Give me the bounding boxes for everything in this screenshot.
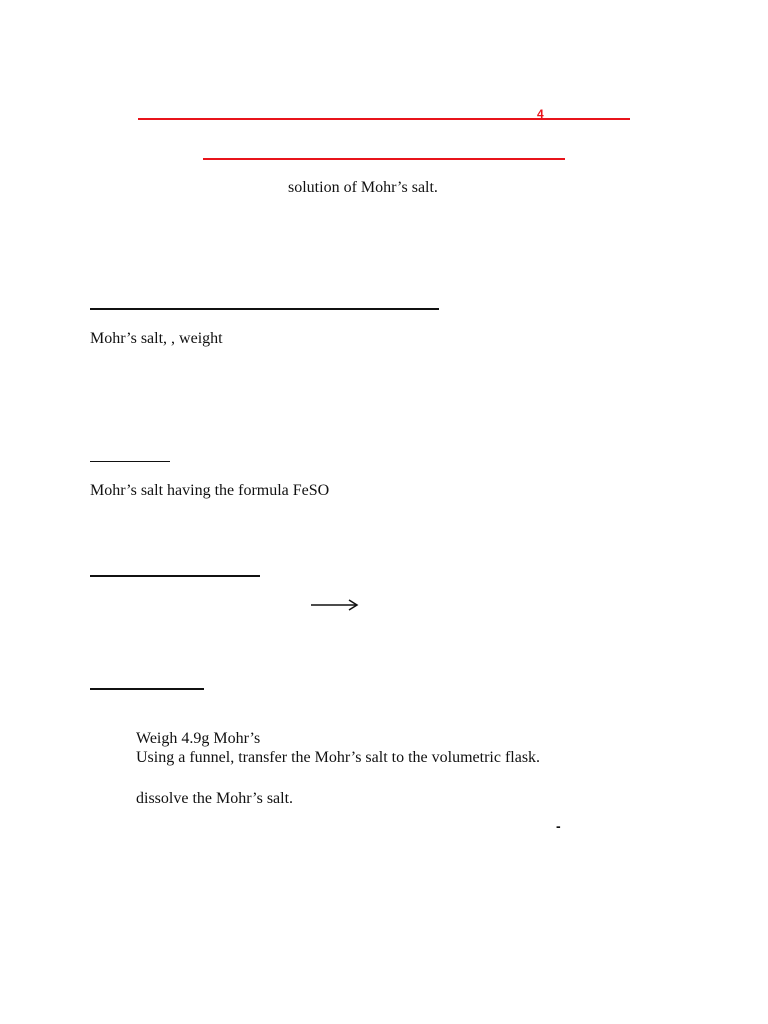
procedure-step-1: Weigh 4.9g Mohr’s <box>136 730 261 747</box>
reaction-heading-underline <box>90 575 260 577</box>
title-subscript-4: 4 <box>537 107 544 121</box>
procedure-heading-underline <box>90 688 204 690</box>
requirements-text: Mohr’s salt, , weight <box>90 330 223 347</box>
theory-text: Mohr’s salt having the formula FeSO <box>90 482 330 499</box>
trailing-dash-mark: - <box>556 818 561 834</box>
right-arrow-icon <box>310 598 360 612</box>
requirements-heading-underline <box>90 308 439 310</box>
title-underline-line-2 <box>203 158 565 160</box>
title-subtitle-text: solution of Mohr’s salt. <box>288 179 438 196</box>
procedure-step-2: Using a funnel, transfer the Mohr’s salt to the volumetric flask. <box>136 749 541 766</box>
title-underline-line-1 <box>138 118 630 120</box>
theory-heading-underline <box>90 461 170 462</box>
procedure-step-3: dissolve the Mohr’s salt. <box>136 790 294 807</box>
